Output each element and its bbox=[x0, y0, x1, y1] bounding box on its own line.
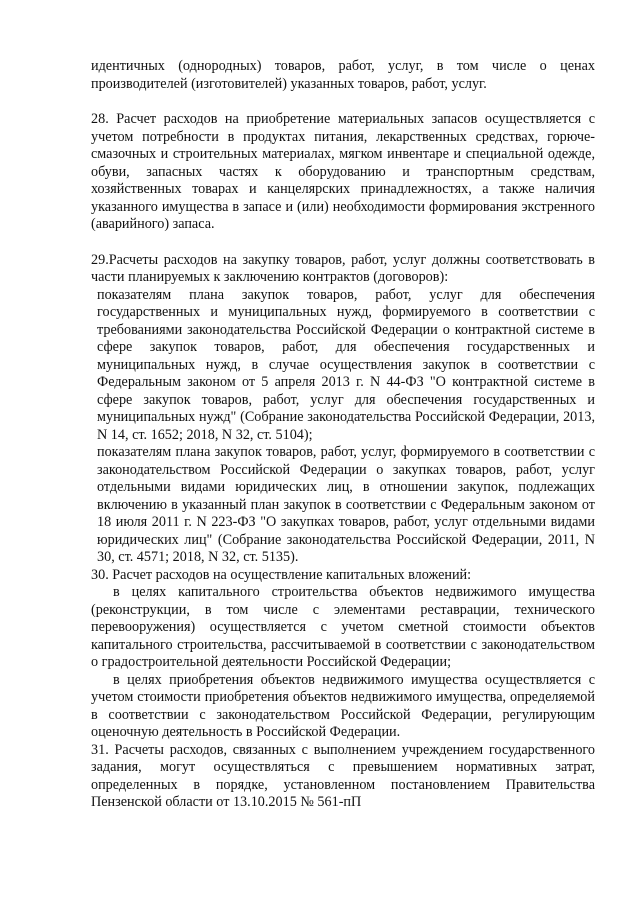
paragraph-29-item-223fz: показателям плана закупок товаров, работ, услуг, формируемого в соответствии с законодательством Российской Федерации о закупках товаров, работ, услуг отдельными видами юридических лиц, в отношении закупок, подлежащих включению в указанный план закупок в соответствии с Федеральным законом от 18 июля 2011 г. N 223-ФЗ "О закупках товаров, работ, услуг отдельными видами юридических лиц" (Собрание законодательства Российской Федерации, 2011, N 30, ст. 4571; 2018, N 32, ст. 5135). bbox=[97, 444, 595, 565]
paragraph-30-item-construction: в целях капитального строительства объектов недвижимого имущества (реконструкции, в том числе с элементами реставрации, технического перевооружения) осуществляется с учетом сметной стоимости объектов капитального строительства, рассчитываемой в соответствии с законодательством о градостроительной деятельности Российской Федерации; bbox=[91, 584, 595, 670]
paragraph-28: 28. Расчет расходов на приобретение материальных запасов осуществляется с учетом потребности в продуктах питания, лекарственных средствах, горюче-смазочных и строительных материалах, мягком инвентаре и специальной одежде, обуви, запасных частях к оборудованию и транспортным средствам, хозяйственных товарах и канцелярских принадлежностях, а также наличия указанного имущества в запасе и (или) необходимости формирования экстренного (аварийного) запаса. bbox=[91, 111, 595, 232]
paragraph-30: 30. Расчет расходов на осуществление капитальных вложений: bbox=[91, 566, 472, 583]
document-page bbox=[91, 58, 595, 812]
paragraph-continuation: идентичных (однородных) товаров, работ, услуг, в том числе о ценах производителей (изготовителей) указанных товаров, работ, услуг. bbox=[91, 58, 595, 92]
paragraph-29-item-44fz: показателям плана закупок товаров, работ, услуг для обеспечения государственных и муниципальных нужд, формируемого в соответствии с требованиями законодательства Российской Федерации о контрактной системе в сфере закупок товаров, работ, для обеспечения государственных и муниципальных нужд, в случае осуществления закупок в соответствии с Федеральным законом от 5 апреля 2013 г. N 44-ФЗ "О контрактной системе в сфере закупок товаров, работ, услуг для обеспечения государственных и муниципальных нужд" (Собрание законодательства Российской Федерации, 2013, N 14, ст. 1652; 2018, N 32, ст. 5104); bbox=[97, 286, 595, 443]
paragraph-31: 31. Расчеты расходов, связанных с выполнением учреждением государственного задания, могут осуществляться с превышением нормативных затрат, определенных в порядке, установленном постановлением Правительства Пензенской области от 13.10.2015 № 561-пП bbox=[91, 741, 595, 810]
paragraph-30-item-acquisition: в целях приобретения объектов недвижимого имущества осуществляется с учетом стоимости приобретения объектов недвижимого имущества, определяемой в соответствии с законодательством Российской Федерации, регулирующим оценочную деятельность в Российской Федерации. bbox=[91, 671, 595, 740]
paragraph-29: 29.Расчеты расходов на закупку товаров, работ, услуг должны соответствовать в части планируемых к заключению контрактов (договоров): bbox=[91, 251, 595, 285]
